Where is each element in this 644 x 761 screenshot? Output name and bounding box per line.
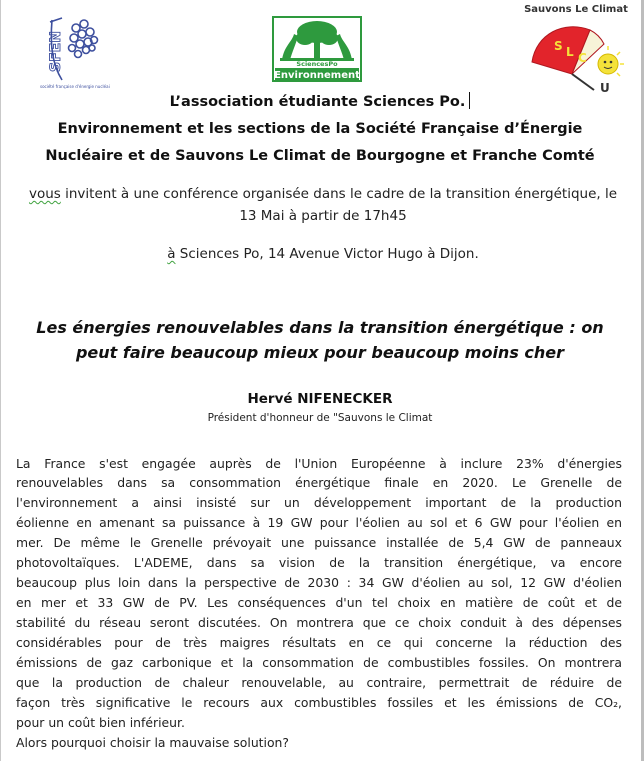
abstract-line: émissions de gaz carbonique et la consommation de combustibles fossiles. On montrera xyxy=(16,655,622,670)
abstract-line: que la production de chaleur renouvelable, au contraire, permettrait de réduire de xyxy=(16,675,622,690)
text-cursor xyxy=(469,92,470,109)
abstract-closing-question: Alors pourquoi choisir la mauvaise solution? xyxy=(16,735,289,750)
abstract-line: stabilité du réseau seront discutées. On montrera que ce choix conduit à des dépenses xyxy=(16,615,622,630)
speaker-role: Président d'honneur de "Sauvons le Climat xyxy=(207,412,433,424)
speaker-name: Hervé NIFENECKER xyxy=(247,391,393,407)
abstract-line: photovoltaïques. L'ADEME, dans sa vision de la transition énergétique, va encore xyxy=(16,555,622,570)
talk-title-line-1: Les énergies renouvelables dans la transition énergétique : on xyxy=(36,318,604,337)
spellcheck-word[interactable]: vous xyxy=(28,186,61,202)
abstract-line: La France s'est engagée auprès de l'Union Européenne à inclure 23% d'énergies xyxy=(16,456,622,471)
abstract-line: considérables pour de très maigres résultats en ce qui concerne la réduction des xyxy=(16,635,622,650)
sfen-logo-letters: SFEN xyxy=(48,31,64,72)
header-line-2: Environnement et les sections de la Société Française d’Énergie xyxy=(57,121,583,137)
header-line-1: L’association étudiante Sciences Po. xyxy=(20,92,620,110)
sauvons-le-climat-logo xyxy=(524,4,628,96)
environnement-logo-text: Environnement xyxy=(274,70,360,81)
header-line-3: Nucléaire et de Sauvons Le Climat de Bourgogne et Franche Comté xyxy=(45,148,595,164)
abstract-line: beaucoup plus loin dans la perspective de 2030 : 34 GW d'éolien au sol, 12 GW d'éolien xyxy=(16,575,622,590)
slc-letter-s: S xyxy=(554,39,563,53)
sfen-logo xyxy=(30,14,110,92)
invitation-date: 13 Mai à partir de 17h45 xyxy=(239,208,407,224)
slc-letter-u: U xyxy=(600,81,610,95)
sciencespo-logo-text: SciencesPo xyxy=(296,60,338,68)
abstract-line: l'environnement a ainsi insisté sur un développement important de la production xyxy=(16,495,622,510)
abstract-line: pour un coût bien inférieur. xyxy=(16,715,185,730)
abstract-line: éolienne en amenant sa puissance à 19 GW pour l'éolien au sol et 6 GW pour l'éolien en xyxy=(16,515,622,530)
page-left-border xyxy=(0,0,1,761)
talk-title-line-2: peut faire beaucoup mieux pour beaucoup moins cher xyxy=(75,343,565,362)
invitation-line-1: vous invitent à une conférence organisée dans le cadre de la transition énergétique, le xyxy=(28,186,618,202)
spellcheck-word[interactable]: à xyxy=(167,246,176,262)
abstract-line: mer. De même le Grenelle prévoyait une puissance installée de 5,4 GW de panneaux xyxy=(16,535,622,550)
sciencespo-environnement-logo xyxy=(272,16,362,82)
slc-logo-title: Sauvons Le Climat xyxy=(524,4,628,15)
sfen-logo-caption: société française d'énergie nucléaire xyxy=(40,84,110,89)
abstract-line: en mer et 33 GW de PV. Les conséquences d'un tel choix en matière de coût et de xyxy=(16,595,622,610)
abstract-line: façon très significative le recours aux combustibles fossiles et les émissions de CO₂, xyxy=(16,695,622,710)
slc-letter-l: L xyxy=(566,45,574,59)
slc-letter-c: C xyxy=(578,51,587,65)
invitation-venue: à Sciences Po, 14 Avenue Victor Hugo à Dijon. xyxy=(167,246,479,262)
abstract-line: renouvelables dans sa consommation énergétique finale en 2020. Le Grenelle de xyxy=(16,475,622,490)
